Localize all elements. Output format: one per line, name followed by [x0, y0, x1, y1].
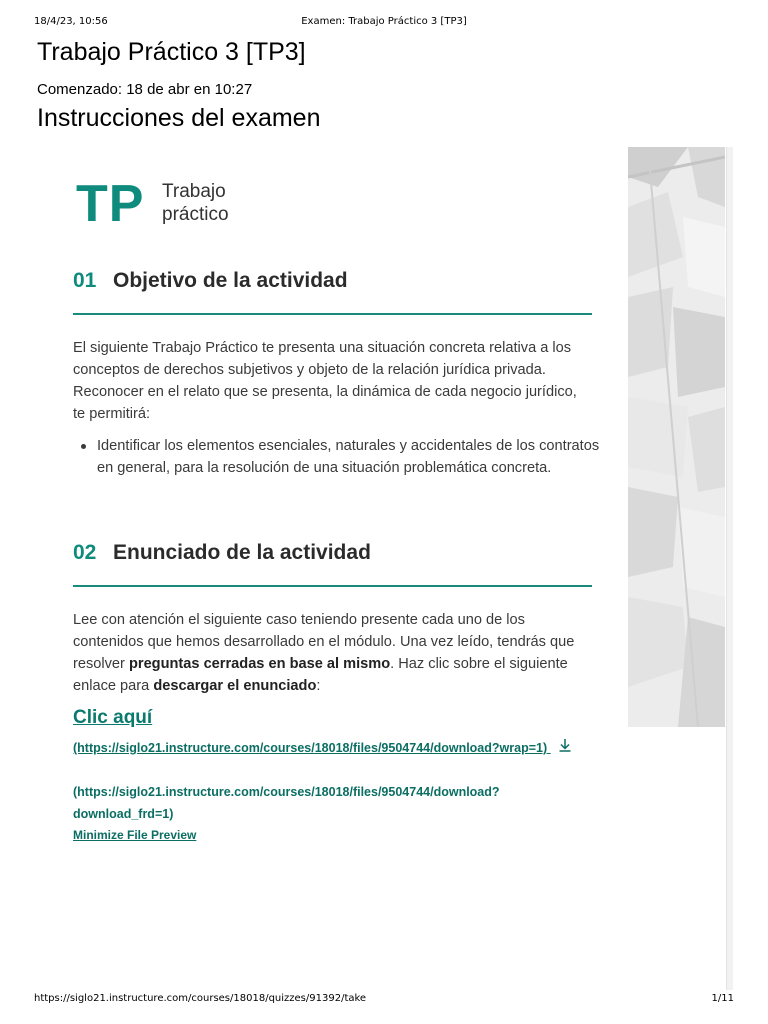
section-title: Objetivo de la actividad [113, 269, 348, 292]
tp-logo-word-trabajo: Trabajo [162, 181, 226, 202]
print-footer [0, 993, 768, 1007]
minimize-file-preview-link[interactable]: Minimize File Preview [73, 828, 197, 842]
section-title: Enunciado de la actividad [113, 541, 371, 564]
statement-text: Lee con atención el siguiente caso teniendo presente cada uno de los contenidos que hemos desarrollado en el módulo. Una vez leído, tendrás que resolver [73, 612, 575, 672]
section-statement-header [73, 541, 592, 587]
started-timestamp: Comenzado: 18 de abr en 10:27 [37, 81, 253, 98]
section-divider [73, 313, 592, 315]
file-preview-url[interactable]: (https://siglo21.instructure.com/courses/18018/files/9504744/download?wrap=1) [73, 741, 548, 755]
instructions-heading: Instrucciones del examen [37, 104, 321, 132]
tp-logo-letters: TP [76, 175, 145, 233]
tp-logo-words [162, 180, 229, 226]
file-download-link[interactable]: (https://siglo21.instructure.com/courses/18018/files/9504744/download?download_frd=1) [73, 785, 500, 821]
print-page-number: 1/11 [711, 993, 734, 1004]
file-preview-link[interactable] [73, 737, 593, 760]
print-page-title: Examen: Trabajo Práctico 3 [TP3] [301, 16, 467, 27]
quiz-title: Trabajo Práctico 3 [TP3] [37, 38, 306, 66]
objective-bullet-list [73, 435, 617, 479]
list-item: Identificar los elementos esenciales, naturales y accidentales de los contratos en general, para la resolución de una situación problemática concreta. [97, 435, 617, 479]
tp-logo-word-practico: práctico [162, 204, 229, 225]
download-icon[interactable] [557, 737, 573, 760]
section-number: 01 [73, 269, 97, 292]
statement-paragraph [73, 609, 593, 697]
tp-logo [76, 176, 276, 236]
statement-text: . Haz clic sobre el siguiente enlace para [73, 656, 568, 694]
statement-text: : [316, 678, 321, 694]
click-here-link[interactable]: Clic aquí [73, 707, 153, 728]
section-divider [73, 585, 592, 587]
decorative-architecture-image [628, 147, 725, 727]
print-date: 18/4/23, 10:56 [34, 16, 108, 27]
section-number: 02 [73, 541, 97, 564]
side-scrollbar[interactable] [726, 147, 733, 990]
print-url: https://siglo21.instructure.com/courses/18018/quizzes/91392/take [34, 993, 367, 1004]
objective-paragraph: El siguiente Trabajo Práctico te presenta una situación concreta relativa a los conceptos de derechos subjetivos y objeto de la relación jurídica privada. Reconocer en el relato que se presenta, la dinámica de cada negocio jurídico, te permitirá: [73, 340, 577, 422]
statement-bold-questions: preguntas cerradas en base al mismo [128, 656, 391, 672]
section-objective-header [73, 269, 592, 315]
statement-bold-download: descargar el enunciado [153, 678, 317, 694]
